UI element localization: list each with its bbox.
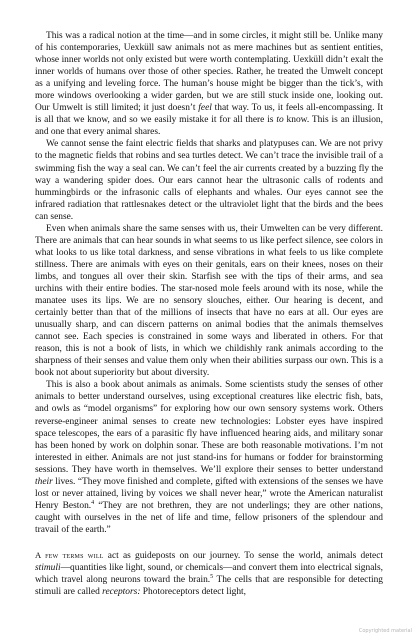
- paragraph-text: The cells that are responsible for detecting stimuli are called: [35, 575, 383, 598]
- paragraph-umwelt-intro: [35, 30, 383, 138]
- paragraph-shared-senses: [35, 223, 383, 380]
- paragraph-text: This is also a book about animals as animals. Some scientists study the senses of other animals to better understand ourselves, using exceptional creatures like electric fish, bats, and owls as “model organisms” for exploring how our own sensory systems work. Others reverse-engineer animal senses to create new technologies: Lobster eyes have inspired space telescopes, the ears of a parasitic fly have influenced hearing aids, and military sonar has been honed by work on dolphin sonar. These are both reasonable motivations. I’m not interested in either. Animals are not just stand-ins for humans or fodder for brainstorming sessions. They have worth in themselves. We’ll explore their senses to better understand: [35, 380, 383, 475]
- paragraph-text: know. This is an illusion, and one that every animal shares.: [35, 115, 383, 138]
- italic-text: stimuli: [35, 563, 61, 574]
- italic-text: to: [276, 115, 284, 126]
- paragraph-text: This was a radical notion at the time—and in some circles, it might still be. Unlike many of his contemporaries, Uexküll saw animals not as mere machines but as sentient entities, whose inner worlds not only existed but were worth contemplating. Uexküll didn’t exalt the inner worlds of humans over those of other species. Rather, he treated the Umwelt concept as a unifying and leveling force. The human’s house might be bigger than the tick’s, with more windows overlooking a wider garden, but we are still stuck inside one, looking out. Our Umwelt is still limited; it just doesn’t: [35, 31, 383, 114]
- small-caps-lead-in: A few terms will: [35, 549, 104, 560]
- paragraph-text: We cannot sense the faint electric fields that sharks and platypuses can. We are not privy to the magnetic fields that robins and sea turtles detect. We can’t trace the invisible trail of a swimming fish the way a seal can. We can’t feel the air currents created by a buzzing fly the way a wandering spider does. Our ears cannot hear the ultrasonic calls of rodents and hummingbirds or the infrasonic calls of elephants and whales. Our eyes cannot see the infrared radiation that rattlesnakes detect or the ultraviolet light that the birds and the bees can sense.: [35, 139, 383, 222]
- paragraph-terms-guideposts: [35, 549, 383, 598]
- italic-text: their: [35, 476, 53, 487]
- paragraph-text: Photoreceptors detect light,: [140, 587, 246, 598]
- paragraph-text: that way. To us, it feels all-encompassing. It is all that we know, and so we easily mistake it for all there is: [35, 103, 383, 126]
- paragraph-text: —quantities like light, sound, or chemicals—and convert them into electrical signals, which travel along neurons toward the brain.: [35, 563, 383, 586]
- footnote-marker: 5: [210, 574, 214, 581]
- footnote-marker: 4: [91, 499, 95, 506]
- copyright-watermark: Copyrighted material: [358, 627, 412, 634]
- paragraph-text: Even when animals share the same senses with us, their Umwelten can be very different. There are animals that can hear sounds in what seems to us like perfect silence, see colors in what looks to us like total darkness, and sense vibrations in what feels to us like complete stillness. There are animals with eyes on their genitals, ears on their knees, noses on their limbs, and tongues all over their skin. Starfish see with the tips of their arms, and sea urchins with their entire bodies. The star-nosed mole feels around with its nose, while the manatee uses its lips. We are no sensory slouches, either. Our hearing is decent, and certainly better than that of the millions of insects that have no ears at all. Our eyes are unusually sharp, and can discern patterns on animal bodies that the animals themselves cannot see. Each species is constrained in some ways and liberated in others. For that reason, this is not a book of lists, in which we childishly rank animals according to the sharpness of their senses and value them only when their abilities surpass our own. This is a book not about superiority but about diversity.: [35, 223, 383, 379]
- paragraph-animals-as-animals: [35, 379, 383, 536]
- paragraph-text: act as guideposts on our journey. To sense the world, animals detect: [103, 550, 383, 561]
- italic-text: feel: [198, 103, 212, 114]
- paragraph-text: lives. “They move finished and complete, gifted with extensions of the senses we have lost or never attained, living by voices we shall never hear,” wrote the American naturalist Henry Beston.: [35, 476, 383, 511]
- italic-text: receptors:: [102, 587, 141, 598]
- paragraph-text: “They are not brethren, they are not underlings; they are other nations, caught with ourselves in the net of life and time, fellow prisoners of the splendour and travail of the earth.”: [35, 500, 383, 535]
- paragraph-senses-we-lack: [35, 138, 383, 222]
